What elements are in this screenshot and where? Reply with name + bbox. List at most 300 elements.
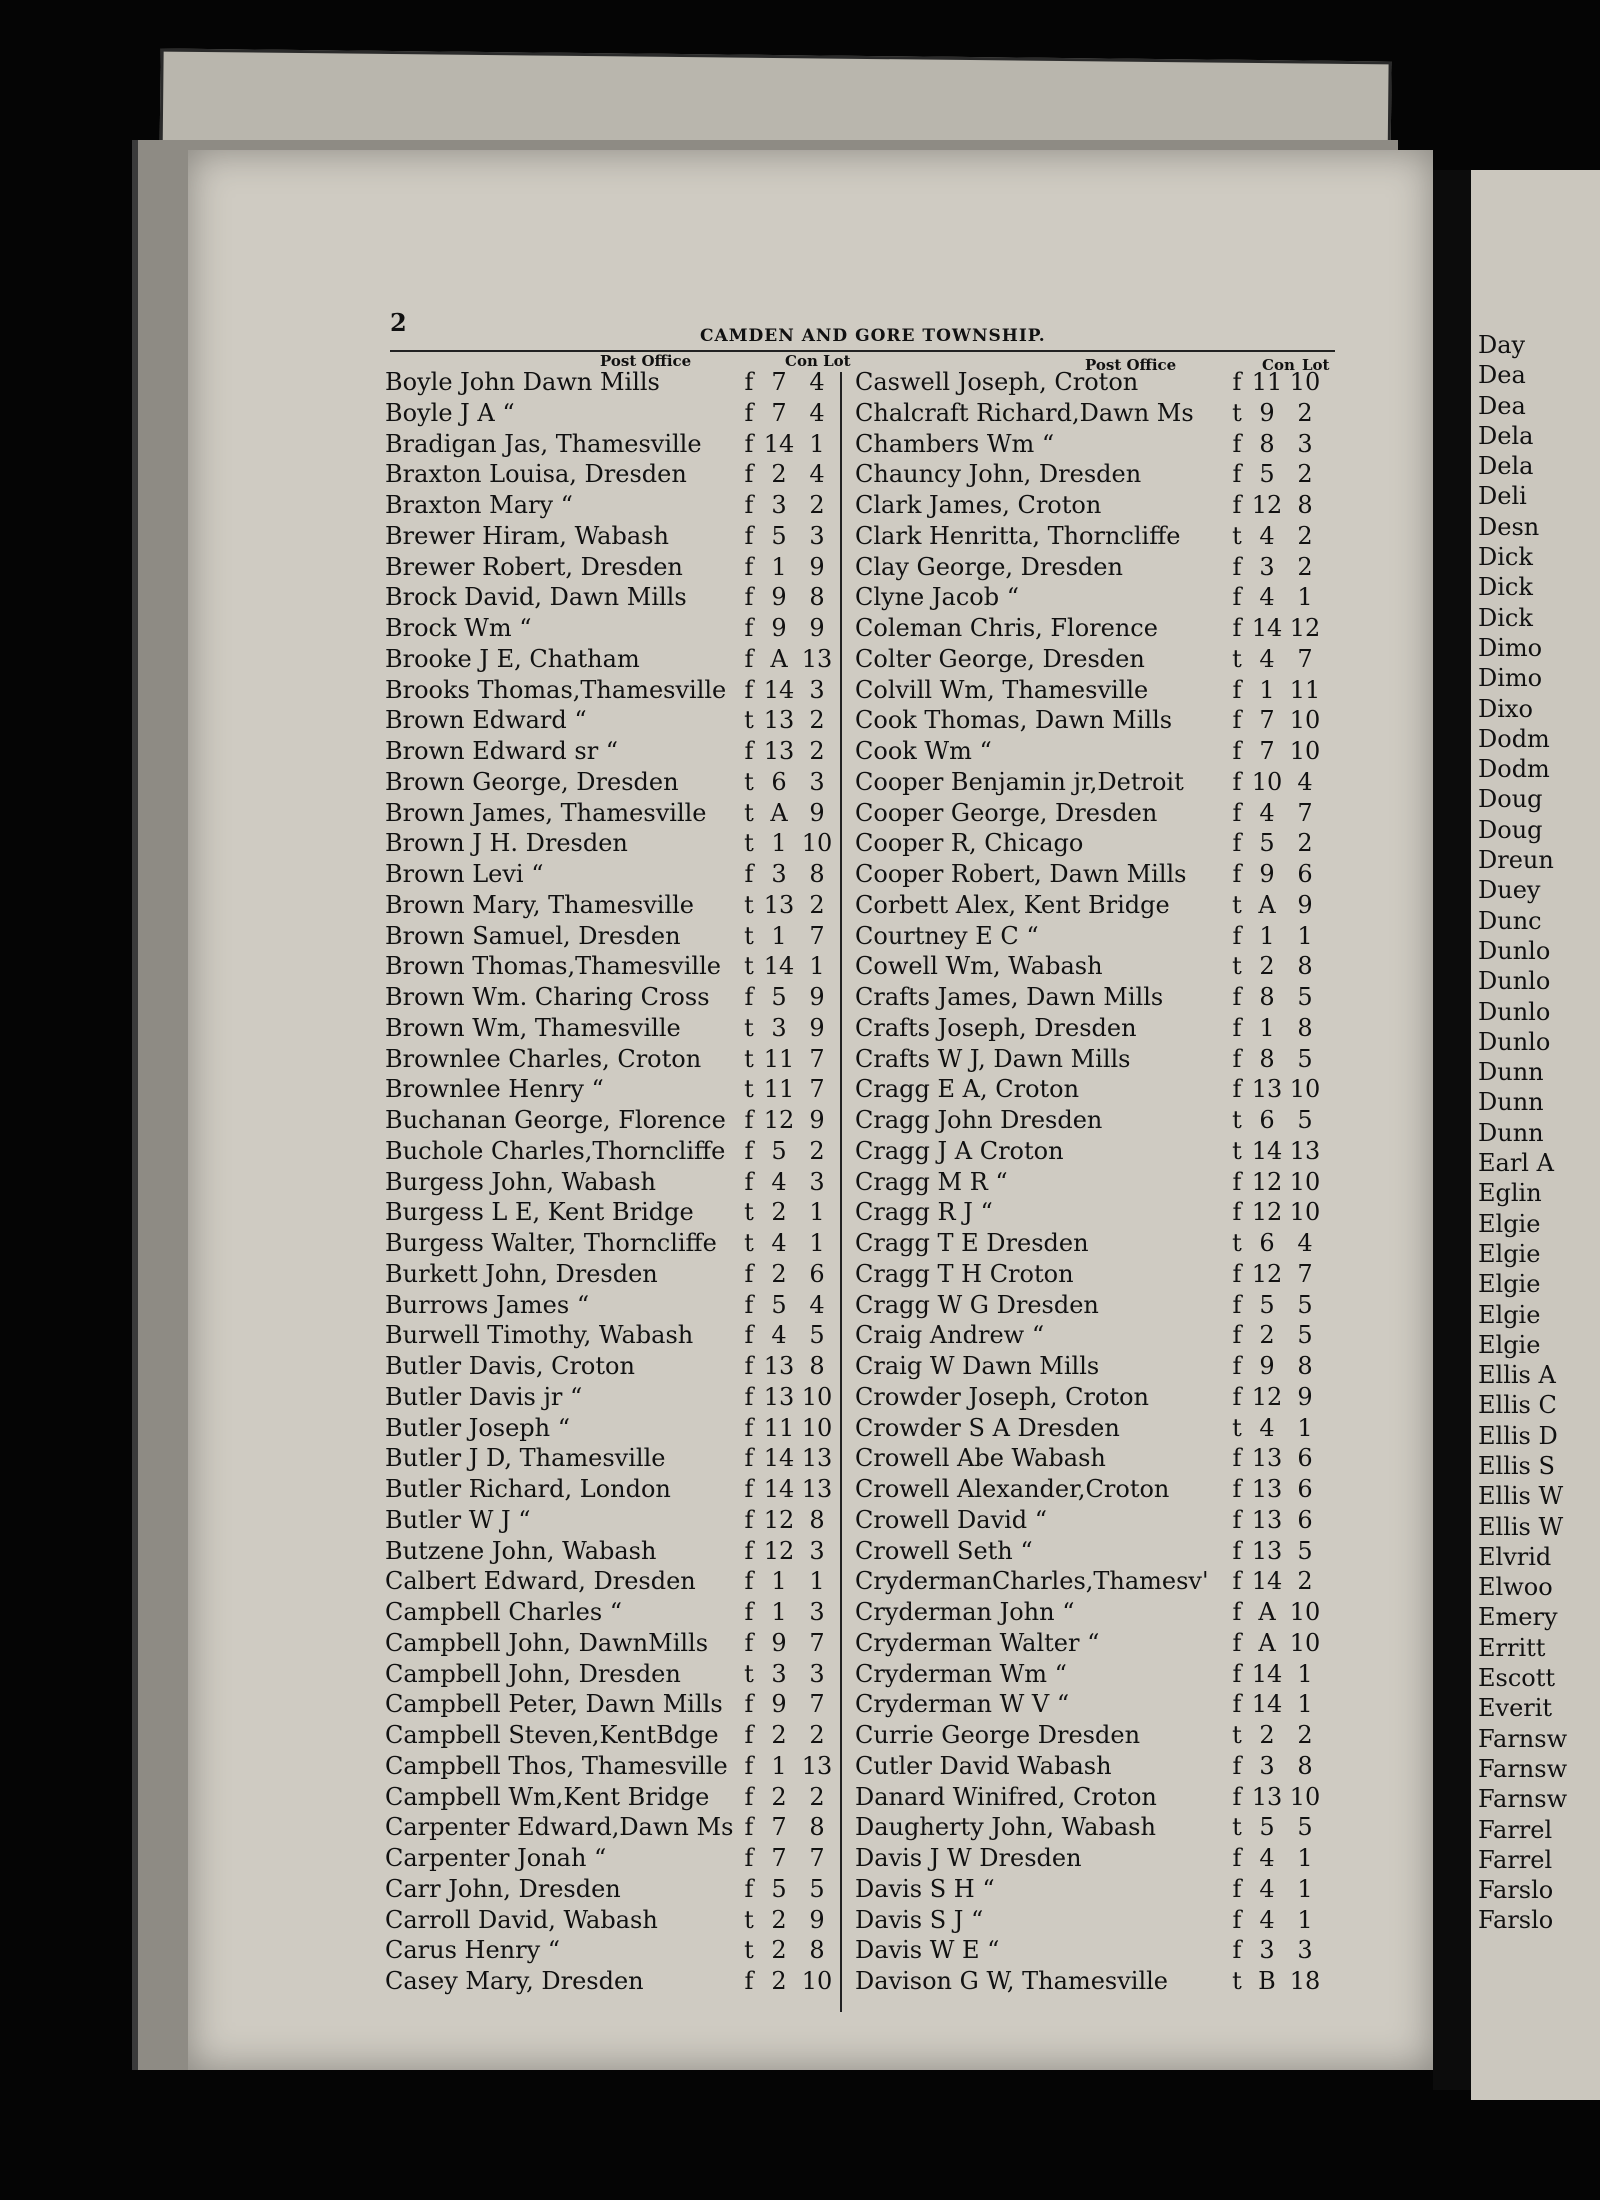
entry-type: f <box>744 675 754 704</box>
next-page-entry-fragment: Dick <box>1478 573 1533 602</box>
entry-lot: 9 <box>809 798 825 827</box>
entry-type: t <box>1232 952 1242 981</box>
entry-type: f <box>1232 798 1242 827</box>
entry-con: 14 <box>1251 1690 1283 1719</box>
entry-name: Cowell Wm, Wabash <box>855 952 1103 981</box>
right-con-header: Con <box>1262 356 1295 374</box>
entry-con: 8 <box>1259 983 1275 1011</box>
entry-lot: 13 <box>1289 1136 1321 1165</box>
entry-lot: 6 <box>1297 860 1313 888</box>
entry-type: f <box>744 1967 754 1995</box>
entry-name: Cook Thomas, Dawn Mills <box>855 706 1173 735</box>
entry-con: 5 <box>1259 1813 1275 1842</box>
next-page-entry-fragment: Duey <box>1478 876 1541 905</box>
entry-name: Butzene John, Wabash <box>385 1536 657 1565</box>
entry-name: Clay George, Dresden <box>855 552 1123 581</box>
entry-con: 2 <box>771 1967 787 1995</box>
next-page-entry-fragment: Elgie <box>1478 1270 1541 1299</box>
next-page-entry-fragment: Dela <box>1478 452 1534 481</box>
entry-name: Boyle John Dawn Mills <box>385 368 660 396</box>
entry-con: 8 <box>1259 429 1275 458</box>
next-page-entry-fragment: Ellis C <box>1478 1391 1557 1420</box>
entry-type: t <box>1232 1413 1242 1442</box>
entry-name: Campbell Steven,KentBdge <box>385 1721 719 1749</box>
entry-lot: 4 <box>809 460 825 489</box>
entry-type: f <box>744 398 754 427</box>
entry-con: A <box>1258 1598 1276 1626</box>
entry-con: 5 <box>771 521 787 550</box>
entry-con: 2 <box>771 1782 787 1811</box>
right-lot-header: Lot <box>1302 356 1330 374</box>
entry-con: 12 <box>1251 1198 1283 1227</box>
entry-name: Carpenter Jonah “ <box>385 1844 607 1872</box>
entry-lot: 10 <box>801 1382 833 1411</box>
entry-con: 6 <box>771 767 787 796</box>
entry-type: t <box>1232 1967 1242 1995</box>
entry-con: 8 <box>1259 1044 1275 1073</box>
entry-type: f <box>744 429 754 458</box>
entry-lot: 7 <box>809 921 825 950</box>
book-gutter <box>1433 170 1471 2090</box>
entry-type: t <box>744 890 754 919</box>
entry-name: Brooke J E, Chatham <box>385 644 640 673</box>
entry-con: 3 <box>771 860 787 888</box>
entry-lot: 4 <box>809 398 825 427</box>
entry-name: Chalcraft Richard,Dawn Ms <box>855 398 1194 427</box>
entry-name: Cooper Benjamin jr,Detroit <box>855 767 1184 796</box>
entry-type: f <box>1232 1659 1242 1688</box>
entry-name: Buchole Charles,Thorncliffe <box>385 1136 726 1165</box>
entry-con: 3 <box>1259 552 1275 581</box>
entry-name: Chambers Wm “ <box>855 429 1055 458</box>
entry-con: 5 <box>771 1136 787 1165</box>
entry-name: Danard Winifred, Croton <box>855 1782 1157 1811</box>
entry-type: f <box>1232 1690 1242 1719</box>
entry-lot: 2 <box>1297 552 1313 581</box>
entry-type: f <box>1232 860 1242 888</box>
entry-lot: 9 <box>809 614 825 642</box>
entry-lot: 11 <box>1289 675 1321 704</box>
entry-type: f <box>1232 1751 1242 1780</box>
entry-con: 12 <box>1251 1259 1283 1288</box>
entry-con: 11 <box>763 1044 795 1073</box>
left-post-office-header: Post Office <box>600 352 692 370</box>
entry-name: Cryderman Wm “ <box>855 1659 1067 1688</box>
entry-name: Brownlee Charles, Croton <box>385 1044 702 1073</box>
entry-lot: 7 <box>809 1690 825 1719</box>
entry-lot: 12 <box>1289 614 1321 642</box>
entry-lot: 2 <box>809 737 825 765</box>
entry-name: Davison G W, Thamesville <box>855 1967 1169 1995</box>
entry-lot: 10 <box>1289 368 1321 396</box>
entry-con: 5 <box>1259 460 1275 489</box>
entry-name: Brownlee Henry “ <box>385 1075 604 1104</box>
entry-type: f <box>1232 1075 1242 1104</box>
entry-lot: 10 <box>1289 1198 1321 1227</box>
entry-name: Cooper Robert, Dawn Mills <box>855 860 1187 888</box>
entry-type: f <box>1232 429 1242 458</box>
entry-type: f <box>1232 552 1242 581</box>
entry-lot: 1 <box>1297 1874 1313 1903</box>
entry-type: f <box>744 1290 754 1319</box>
entry-type: f <box>1232 706 1242 735</box>
entry-type: f <box>1232 1536 1242 1565</box>
entry-name: Buchanan George, Florence <box>385 1106 726 1134</box>
entry-lot: 10 <box>1289 1628 1321 1657</box>
entry-name: Burgess L E, Kent Bridge <box>385 1198 694 1227</box>
entry-type: f <box>744 644 754 673</box>
entry-lot: 8 <box>1297 952 1313 981</box>
entry-lot: 3 <box>809 1659 825 1688</box>
entry-lot: 13 <box>801 1444 833 1473</box>
next-page-entry-fragment: Everit <box>1478 1694 1553 1723</box>
entry-type: f <box>1232 1475 1242 1503</box>
entry-name: Brooks Thomas,Thamesville <box>385 675 727 704</box>
entry-lot: 7 <box>809 1628 825 1657</box>
entry-name: Calbert Edward, Dresden <box>385 1567 696 1596</box>
entry-con: 1 <box>771 1598 787 1626</box>
entry-lot: 3 <box>809 1536 825 1565</box>
entry-con: 11 <box>763 1075 795 1104</box>
entry-name: Carroll David, Wabash <box>385 1905 658 1934</box>
entry-name: Crowell Seth “ <box>855 1536 1033 1565</box>
entry-type: f <box>744 1167 754 1196</box>
entry-con: 5 <box>771 1874 787 1903</box>
entry-lot: 9 <box>1297 890 1313 919</box>
entry-con: 13 <box>763 1352 795 1380</box>
entry-name: Cook Wm “ <box>855 737 992 765</box>
entry-type: t <box>744 1659 754 1688</box>
entry-lot: 1 <box>1297 1844 1313 1872</box>
entry-lot: 13 <box>801 644 833 673</box>
next-page-entry-fragment: Dodm <box>1478 724 1550 753</box>
entry-name: Cryderman John “ <box>855 1598 1075 1626</box>
column-divider <box>840 372 842 2012</box>
entry-name: Brown Mary, Thamesville <box>385 890 695 919</box>
entry-lot: 10 <box>1289 1782 1321 1811</box>
entry-lot: 10 <box>801 1413 833 1442</box>
entry-name: Brock David, Dawn Mills <box>385 583 687 612</box>
entry-lot: 9 <box>809 1013 825 1042</box>
entry-type: f <box>1232 675 1242 704</box>
entry-lot: 8 <box>1297 1352 1313 1380</box>
entry-con: 2 <box>1259 1721 1275 1749</box>
entry-type: t <box>744 1075 754 1104</box>
entry-con: 12 <box>1251 1382 1283 1411</box>
entry-type: t <box>1232 1136 1242 1165</box>
entry-type: t <box>1232 890 1242 919</box>
entry-type: f <box>744 1874 754 1903</box>
entry-lot: 1 <box>1297 1659 1313 1688</box>
entry-lot: 3 <box>809 1598 825 1626</box>
entry-type: t <box>1232 398 1242 427</box>
entry-con: 13 <box>1251 1075 1283 1104</box>
entry-type: f <box>744 1413 754 1442</box>
entry-name: Cragg T H Croton <box>855 1259 1074 1288</box>
entry-name: Davis S H “ <box>855 1874 995 1903</box>
left-con-lot-header: Con Lot <box>785 352 851 370</box>
entry-type: f <box>1232 1290 1242 1319</box>
entry-name: Brewer Hiram, Wabash <box>385 521 669 550</box>
entry-con: 4 <box>1259 1844 1275 1872</box>
entry-name: Brown Edward “ <box>385 706 587 735</box>
entry-lot: 5 <box>1297 1044 1313 1073</box>
entry-lot: 10 <box>1289 1598 1321 1626</box>
entry-name: Brown Wm. Charing Cross <box>385 983 710 1011</box>
entry-con: 13 <box>1251 1505 1283 1534</box>
header-rule <box>390 350 1335 352</box>
entry-name: Cryderman Walter “ <box>855 1628 1100 1657</box>
entry-type: t <box>744 952 754 981</box>
entry-con: 7 <box>1259 737 1275 765</box>
entry-name: Currie George Dresden <box>855 1721 1141 1749</box>
entry-name: Daugherty John, Wabash <box>855 1813 1156 1842</box>
entry-lot: 7 <box>1297 1259 1313 1288</box>
entry-name: Carr John, Dresden <box>385 1874 621 1903</box>
entry-con: 11 <box>763 1413 795 1442</box>
next-page-entry-fragment: Dea <box>1478 361 1526 390</box>
next-page-entry-fragment: Dunlo <box>1478 1027 1551 1056</box>
entry-lot: 13 <box>801 1475 833 1503</box>
entry-name: Butler Davis, Croton <box>385 1352 635 1380</box>
entry-type: t <box>1232 1813 1242 1842</box>
entry-type: f <box>1232 767 1242 796</box>
entry-type: t <box>744 921 754 950</box>
next-page-entry-fragment: Dela <box>1478 421 1534 450</box>
entry-name: Butler W J “ <box>385 1505 531 1534</box>
entry-type: f <box>744 1690 754 1719</box>
entry-type: f <box>744 1321 754 1350</box>
entry-name: Cryderman W V “ <box>855 1690 1070 1719</box>
entry-name: Craig Andrew “ <box>855 1321 1045 1350</box>
entry-name: Cooper R, Chicago <box>855 829 1084 858</box>
entry-con: 13 <box>763 706 795 735</box>
right-post-office-header: Post Office <box>1085 356 1177 374</box>
entry-name: Campbell Wm,Kent Bridge <box>385 1782 710 1811</box>
entry-lot: 2 <box>1297 460 1313 489</box>
entry-con: 1 <box>1259 1013 1275 1042</box>
entry-name: Butler Davis jr “ <box>385 1382 583 1411</box>
entry-lot: 5 <box>1297 1813 1313 1842</box>
entry-type: f <box>1232 1567 1242 1596</box>
entry-con: 14 <box>1251 614 1283 642</box>
entry-lot: 2 <box>1297 829 1313 858</box>
entry-name: Burkett John, Dresden <box>385 1259 658 1288</box>
entry-type: f <box>744 1844 754 1872</box>
entry-lot: 9 <box>809 983 825 1011</box>
next-page-entry-fragment: Dunlo <box>1478 936 1551 965</box>
entry-type: f <box>1232 1198 1242 1227</box>
entry-name: Bradigan Jas, Thamesville <box>385 429 702 458</box>
entry-con: 11 <box>1251 368 1283 396</box>
entry-type: f <box>744 1598 754 1626</box>
entry-type: f <box>744 860 754 888</box>
entry-name: Caswell Joseph, Croton <box>855 368 1139 396</box>
entry-type: t <box>744 706 754 735</box>
entry-con: 2 <box>771 460 787 489</box>
entry-type: f <box>744 583 754 612</box>
entry-name: Campbell Thos, Thamesville <box>385 1751 728 1780</box>
entry-lot: 7 <box>1297 644 1313 673</box>
entry-con: 10 <box>1251 767 1283 796</box>
next-page-entry-fragment: Elgie <box>1478 1330 1541 1359</box>
entry-type: f <box>744 1721 754 1749</box>
entry-con: 5 <box>771 983 787 1011</box>
entry-con: 2 <box>771 1259 787 1288</box>
entry-type: f <box>744 614 754 642</box>
entry-con: 5 <box>771 1290 787 1319</box>
entry-type: f <box>744 1628 754 1657</box>
entry-name: Brown J H. Dresden <box>385 829 628 858</box>
entry-lot: 8 <box>809 1505 825 1534</box>
entry-lot: 7 <box>809 1044 825 1073</box>
entry-lot: 4 <box>1297 1229 1313 1257</box>
entry-lot: 2 <box>809 1721 825 1749</box>
entry-type: f <box>1232 1259 1242 1288</box>
running-title: CAMDEN AND GORE TOWNSHIP. <box>700 326 1046 346</box>
next-page-entry-fragment: Elwoo <box>1478 1573 1553 1602</box>
entry-lot: 6 <box>809 1259 825 1288</box>
next-page-entry-fragment: Farnsw <box>1478 1754 1568 1783</box>
entry-con: A <box>1258 890 1276 919</box>
entry-type: f <box>744 983 754 1011</box>
entry-name: Cragg R J “ <box>855 1198 993 1227</box>
page-number: 2 <box>390 308 407 337</box>
entry-lot: 6 <box>1297 1444 1313 1473</box>
entry-type: f <box>1232 1013 1242 1042</box>
entry-type: f <box>744 1782 754 1811</box>
entry-lot: 10 <box>1289 706 1321 735</box>
entry-con: 2 <box>1259 952 1275 981</box>
next-page-entry-fragment: Dimo <box>1478 633 1543 662</box>
entry-name: CrydermanCharles,Thamesv' <box>855 1567 1209 1596</box>
entry-con: 5 <box>1259 829 1275 858</box>
entry-type: t <box>1232 521 1242 550</box>
entry-lot: 9 <box>809 1106 825 1134</box>
entry-lot: 1 <box>809 1567 825 1596</box>
next-page-entry-fragment: Farrel <box>1478 1845 1553 1874</box>
entry-name: Burrows James “ <box>385 1290 590 1319</box>
next-page-entry-fragment: Day <box>1478 331 1526 359</box>
entry-lot: 8 <box>809 583 825 612</box>
next-page-entry-fragment: Elvrid <box>1478 1542 1552 1571</box>
entry-name: Brown James, Thamesville <box>385 798 707 827</box>
entry-type: f <box>1232 1874 1242 1903</box>
entry-type: t <box>744 1229 754 1257</box>
entry-lot: 8 <box>809 1936 825 1965</box>
next-page-entry-fragment: Farslo <box>1478 1906 1554 1935</box>
entry-type: f <box>744 1352 754 1380</box>
entry-name: Butler J D, Thamesville <box>385 1444 666 1473</box>
entry-con: 1 <box>771 829 787 858</box>
entry-name: Brown Levi “ <box>385 860 544 888</box>
entry-name: Coleman Chris, Florence <box>855 614 1158 642</box>
entry-con: 2 <box>1259 1321 1275 1350</box>
next-page-entry-fragment: Dodm <box>1478 755 1550 784</box>
entry-type: f <box>1232 1321 1242 1350</box>
entry-con: 6 <box>1259 1229 1275 1257</box>
next-page-entry-fragment: Ellis S <box>1478 1451 1555 1480</box>
entry-con: 14 <box>1251 1659 1283 1688</box>
entry-type: t <box>1232 1721 1242 1749</box>
entry-lot: 1 <box>809 1229 825 1257</box>
entry-lot: 5 <box>1297 1106 1313 1134</box>
next-page-entry-fragment: Farnsw <box>1478 1724 1568 1753</box>
entry-con: 1 <box>771 1751 787 1780</box>
entry-name: Carus Henry “ <box>385 1936 561 1965</box>
entry-type: f <box>1232 1352 1242 1380</box>
entry-name: Burgess Walter, Thorncliffe <box>385 1229 717 1257</box>
entry-con: 4 <box>771 1229 787 1257</box>
entry-lot: 5 <box>809 1321 825 1350</box>
entry-lot: 5 <box>1297 1321 1313 1350</box>
entry-lot: 3 <box>809 767 825 796</box>
entry-con: 3 <box>1259 1936 1275 1965</box>
entry-con: 9 <box>771 1628 787 1657</box>
entry-lot: 3 <box>809 1167 825 1196</box>
entry-type: f <box>744 1106 754 1134</box>
next-page-entry-fragment: Earl A <box>1478 1149 1554 1178</box>
entry-con: 13 <box>763 890 795 919</box>
entry-type: f <box>1232 368 1242 396</box>
entry-name: Campbell Peter, Dawn Mills <box>385 1690 723 1719</box>
entry-type: f <box>1232 983 1242 1011</box>
entry-type: f <box>744 1475 754 1503</box>
entry-con: 4 <box>1259 1874 1275 1903</box>
next-page-entry-fragment: Dreun <box>1478 846 1554 875</box>
entry-type: f <box>744 1505 754 1534</box>
entry-name: Crowell Alexander,Croton <box>855 1475 1170 1503</box>
entry-name: Boyle J A “ <box>385 398 515 427</box>
entry-lot: 2 <box>809 491 825 519</box>
entry-lot: 10 <box>1289 737 1321 765</box>
entry-name: Courtney E C “ <box>855 921 1039 950</box>
entry-name: Brown Edward sr “ <box>385 737 619 765</box>
entry-name: Crafts Joseph, Dresden <box>855 1013 1137 1042</box>
next-page-entry-fragment: Ellis A <box>1478 1361 1556 1390</box>
entry-name: Campbell John, DawnMills <box>385 1628 709 1657</box>
entry-type: f <box>1232 1782 1242 1811</box>
entry-name: Cragg John Dresden <box>855 1106 1103 1134</box>
next-page-entry-fragment: Dixo <box>1478 694 1533 723</box>
entry-con: 14 <box>763 952 795 981</box>
entry-type: f <box>1232 1936 1242 1965</box>
entry-lot: 2 <box>809 1136 825 1165</box>
entry-lot: 10 <box>1289 1167 1321 1196</box>
entry-type: t <box>744 798 754 827</box>
entry-lot: 4 <box>809 368 825 396</box>
entry-type: f <box>744 1536 754 1565</box>
next-page-entry-fragment: Dunlo <box>1478 967 1551 996</box>
next-page-entry-fragment: Ellis W <box>1478 1512 1564 1541</box>
entry-con: 9 <box>1259 860 1275 888</box>
entry-name: Brown Wm, Thamesville <box>385 1013 681 1042</box>
entry-lot: 2 <box>1297 398 1313 427</box>
entry-con: 12 <box>763 1106 795 1134</box>
entry-con: 6 <box>1259 1106 1275 1134</box>
next-page-entry-fragment: Deli <box>1478 482 1527 511</box>
entry-type: f <box>744 521 754 550</box>
entry-lot: 8 <box>1297 1751 1313 1780</box>
entry-con: 5 <box>1259 1290 1275 1319</box>
entry-lot: 8 <box>1297 491 1313 519</box>
entry-con: 2 <box>771 1936 787 1965</box>
entry-name: Crowell Abe Wabash <box>855 1444 1106 1473</box>
entry-name: Clark James, Croton <box>855 491 1102 519</box>
entry-type: f <box>744 737 754 765</box>
entry-lot: 5 <box>1297 983 1313 1011</box>
next-page-entry-fragment: Dick <box>1478 603 1533 632</box>
